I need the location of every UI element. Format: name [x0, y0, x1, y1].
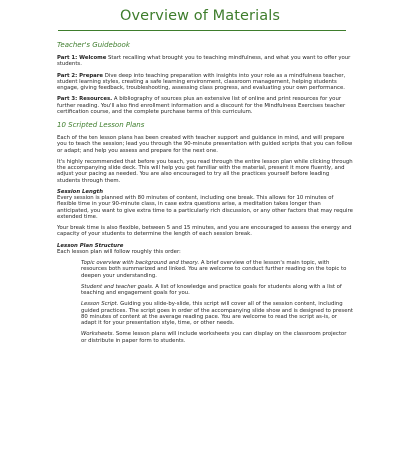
subheading-lesson-structure: Lesson Plan Structure: [57, 242, 124, 249]
structure-item-text: A brief overview of the lesson's main topic, with resources both summarized and linked. You are welcome to conduct further reading on the topic to deepen your understanding.: [81, 260, 347, 279]
section-heading-lesson-plans: 10 Scripted Lesson Plans: [57, 121, 145, 129]
structure-item-worksheets: [81, 331, 353, 344]
document-body: [57, 39, 353, 349]
title-underline: [58, 30, 346, 31]
part1-label: Part 1: Welcome: [57, 55, 107, 61]
structure-item-lead: Topic overview with background and theory.: [81, 260, 200, 266]
structure-item-topic-overview: [81, 260, 353, 279]
structure-item-lead: Student and teacher goals.: [81, 283, 154, 290]
section-heading-guidebook: Teacher's Guidebook: [57, 41, 130, 49]
subheading-session-length: Session Length: [57, 188, 104, 195]
structure-item-lead: Worksheets.: [81, 331, 115, 338]
structure-item-text: Some lesson plans will include worksheets you can display on the classroom projector or distribute in paper form to students.: [81, 331, 347, 344]
paragraph-part3: [57, 96, 353, 115]
part2-label: Part 2: Prepare: [57, 72, 104, 79]
structure-item-text: Guiding you slide-by-slide, this script will cover all of the session content, including guided practices. The script goes in order of the accompanying slide show and is designed to present 80 minutes of content at the average reading pace. You are welcome to read the script as-is, or adapt it for your presentation style, time, or other needs.: [81, 301, 353, 326]
structure-item-text: A list of knowledge and practice goals for students along with a list of teaching and engagement goals for you.: [81, 283, 342, 296]
paragraph-structure-intro: Each lesson plan will follow roughly this order:: [57, 248, 181, 255]
part2-text: Dive deep into teaching preparation with insights into your role as a mindfulness teacher, student learning styles, creating a safe learning environment, classroom management, helping students engage, giving feedback, troubleshooting, assessing class progress, and evaluating your own performance.: [57, 72, 346, 91]
paragraph-session-length: Every session is planned with 80 minutes of content, including one break. This allows for 10 minutes of flexible time in your 90-minute class, in case extra questions arise, a meditation takes longer than anticipated, you want to give extra time to a particularly rich discussion, or any other factors that may require extended time.: [57, 195, 353, 220]
structure-item-goals: [81, 284, 353, 297]
paragraph-recommendation: It's highly recommended that before you teach, you read through the entire lesson plan while clicking through the accompanying slide deck. This will help you get familiar with the material, present it more fluently, and adjust your pacing as needed. You are also encouraged to try all the practices yourself before leading students through them.: [57, 158, 353, 184]
paragraph-lesson-intro: Each of the ten lesson plans has been created with teacher support and guidance in mind, and will prepare you to teach the session; lead you through the 90-minute presentation with guided scripts that you can follow or adapt; and help you assess and prepare for the next one.: [57, 135, 353, 154]
part3-text: A bibliography of sources plus an extensive list of online and print resources for your further reading. You'll also find enrollment information and a discount for the Mindfulness Exercises teacher certification course, and the complete purchase terms of this curriculum.: [57, 96, 346, 115]
part1-text: Start recalling what brought you to teaching mindfulness, and what you want to offer your students.: [57, 55, 351, 68]
paragraph-part1: [57, 55, 353, 68]
page-title: Overview of Materials: [119, 8, 281, 24]
paragraph-part2: [57, 73, 353, 92]
structure-item-lesson-script: [81, 301, 353, 326]
part3-label: Part 3: Resources.: [57, 96, 113, 103]
structure-item-lead: Lesson Script.: [81, 301, 119, 308]
paragraph-break-time: Your break time is also flexible, between 5 and 15 minutes, and you are encouraged to assess the energy and capacity of your students to determine the length of each session break.: [57, 225, 352, 238]
